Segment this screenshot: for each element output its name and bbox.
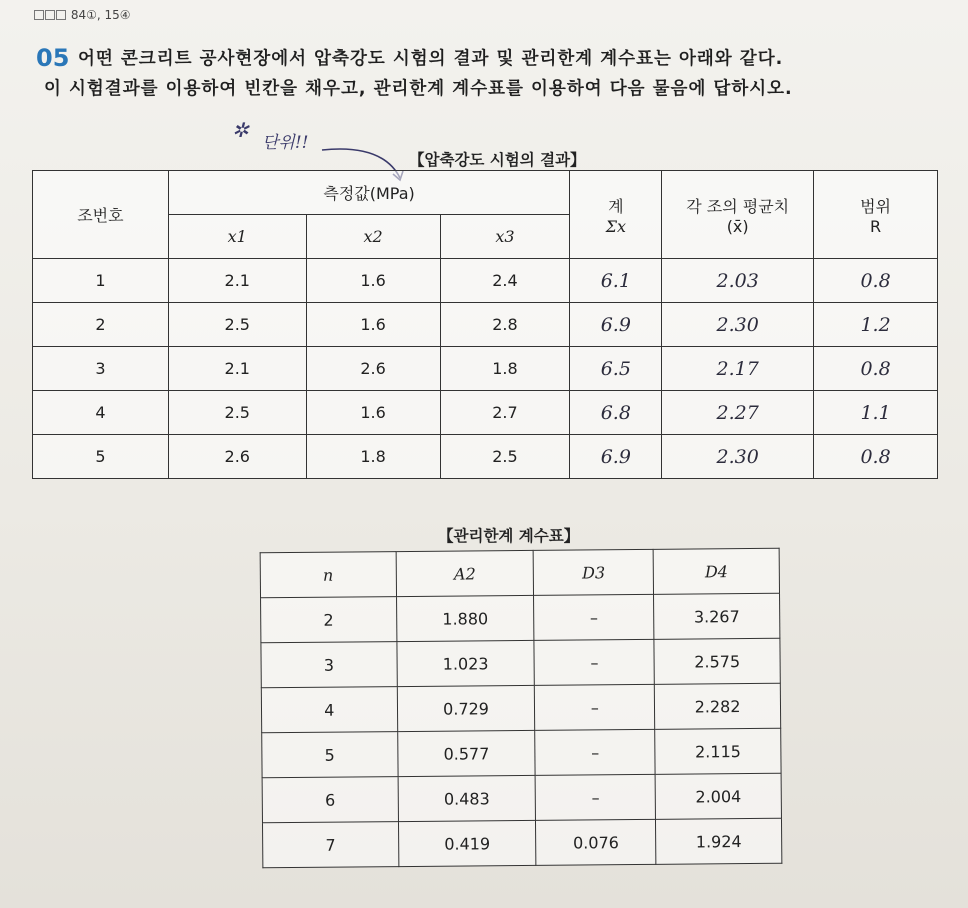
mean-header bbox=[662, 171, 814, 259]
sum-symbol: Σx bbox=[605, 216, 626, 236]
checkbox-icon bbox=[34, 10, 44, 20]
x3-cell: 2.5 bbox=[440, 435, 570, 479]
range-label: 범위 bbox=[860, 196, 891, 216]
x1-cell: 2.6 bbox=[168, 435, 306, 479]
d4-cell: 2.282 bbox=[655, 683, 781, 729]
x1-header: x1 bbox=[168, 215, 306, 259]
x1-cell: 2.5 bbox=[168, 391, 306, 435]
mean-symbol: (x̄) bbox=[726, 216, 749, 236]
mean-label: 각 조의 평균치 bbox=[686, 196, 790, 216]
sum-header bbox=[570, 171, 662, 259]
checkbox-icon bbox=[56, 10, 66, 20]
range-header bbox=[814, 171, 938, 259]
sum-cell: 6.9 bbox=[570, 303, 662, 347]
mean-cell: 2.30 bbox=[662, 303, 814, 347]
table-row bbox=[261, 593, 780, 643]
x1-cell: 2.1 bbox=[168, 347, 306, 391]
mean-cell: 2.03 bbox=[662, 259, 814, 303]
d3-cell: – bbox=[535, 774, 655, 820]
d3-cell: – bbox=[534, 594, 654, 640]
n-cell: 5 bbox=[262, 732, 398, 778]
reference-text: 84①, 15④ bbox=[70, 8, 131, 22]
x3-header: x3 bbox=[440, 215, 570, 259]
table-row bbox=[33, 259, 938, 303]
d3-cell: – bbox=[535, 684, 655, 730]
n-cell: 6 bbox=[262, 777, 398, 823]
x3-cell: 2.4 bbox=[440, 259, 570, 303]
table-row bbox=[261, 683, 780, 733]
a2-cell: 0.577 bbox=[397, 730, 535, 776]
sum-cell: 6.8 bbox=[570, 391, 662, 435]
question-number: 05 bbox=[36, 44, 70, 72]
x1-cell: 2.5 bbox=[168, 303, 306, 347]
d4-cell: 2.004 bbox=[655, 773, 781, 819]
d4-cell: 3.267 bbox=[654, 593, 780, 639]
range-cell: 1.2 bbox=[814, 303, 938, 347]
mean-cell: 2.30 bbox=[662, 435, 814, 479]
question-text-line2: 이 시험결과를 이용하여 빈칸을 채우고, 관리한계 계수표를 이용하여 다음 물음에 답하시오. bbox=[44, 79, 793, 99]
group-number-cell: 5 bbox=[33, 435, 169, 479]
checkbox-icon bbox=[45, 10, 55, 20]
range-symbol: R bbox=[869, 216, 882, 236]
sum-label: 계 bbox=[608, 196, 624, 216]
d4-cell: 2.115 bbox=[655, 728, 781, 774]
table-row bbox=[33, 303, 938, 347]
measurement-header: 측정값(MPa) bbox=[168, 171, 570, 215]
x2-cell: 1.6 bbox=[306, 391, 440, 435]
question-text-line1: 어떤 콘크리트 공사현장에서 압축강도 시험의 결과 및 관리한계 계수표는 아래와 같다. bbox=[78, 49, 784, 69]
table-row bbox=[33, 435, 938, 479]
x2-cell: 1.8 bbox=[306, 435, 440, 479]
a2-cell: 0.729 bbox=[397, 685, 535, 731]
handwritten-note: 단위!! bbox=[262, 133, 309, 153]
sum-cell: 6.5 bbox=[570, 347, 662, 391]
d3-cell: – bbox=[535, 729, 655, 775]
group-number-header: 조번호 bbox=[33, 171, 169, 259]
sum-cell: 6.9 bbox=[570, 435, 662, 479]
d3-cell: – bbox=[534, 639, 654, 685]
group-number-cell: 2 bbox=[33, 303, 169, 347]
x3-cell: 1.8 bbox=[440, 347, 570, 391]
table-header-row bbox=[260, 548, 779, 598]
n-header: n bbox=[260, 552, 396, 598]
d3-header: D3 bbox=[534, 549, 654, 595]
coefficient-table bbox=[260, 548, 783, 869]
group-number-cell: 3 bbox=[33, 347, 169, 391]
range-cell: 0.8 bbox=[814, 259, 938, 303]
x2-header: x2 bbox=[306, 215, 440, 259]
star-icon: ✲ bbox=[232, 118, 249, 142]
n-cell: 7 bbox=[262, 822, 398, 868]
a2-cell: 0.419 bbox=[398, 820, 536, 866]
mean-cell: 2.17 bbox=[662, 347, 814, 391]
n-cell: 3 bbox=[261, 642, 397, 688]
results-table-caption: 【압축강도 시험의 결과】 bbox=[409, 151, 586, 169]
d4-cell: 1.924 bbox=[656, 818, 782, 864]
sum-cell: 6.1 bbox=[570, 259, 662, 303]
table-row bbox=[33, 391, 938, 435]
results-table bbox=[32, 170, 938, 479]
reference-label bbox=[34, 8, 131, 22]
table-row bbox=[262, 728, 781, 778]
x2-cell: 2.6 bbox=[306, 347, 440, 391]
table-row bbox=[261, 638, 780, 688]
range-cell: 1.1 bbox=[814, 391, 938, 435]
coef-table-caption: 【관리한계 계수표】 bbox=[438, 527, 580, 545]
x2-cell: 1.6 bbox=[306, 303, 440, 347]
a2-cell: 0.483 bbox=[398, 775, 536, 821]
a2-cell: 1.880 bbox=[396, 595, 534, 641]
d3-cell: 0.076 bbox=[536, 819, 656, 865]
table-row bbox=[262, 773, 781, 823]
range-cell: 0.8 bbox=[814, 347, 938, 391]
d4-header: D4 bbox=[653, 548, 779, 594]
mean-cell: 2.27 bbox=[662, 391, 814, 435]
d4-cell: 2.575 bbox=[654, 638, 780, 684]
a2-header: A2 bbox=[396, 550, 534, 596]
x3-cell: 2.8 bbox=[440, 303, 570, 347]
a2-cell: 1.023 bbox=[397, 640, 535, 686]
group-number-cell: 4 bbox=[33, 391, 169, 435]
x2-cell: 1.6 bbox=[306, 259, 440, 303]
x3-cell: 2.7 bbox=[440, 391, 570, 435]
range-cell: 0.8 bbox=[814, 435, 938, 479]
group-number-cell: 1 bbox=[33, 259, 169, 303]
n-cell: 2 bbox=[261, 597, 397, 643]
x1-cell: 2.1 bbox=[168, 259, 306, 303]
table-header-row bbox=[33, 171, 938, 215]
n-cell: 4 bbox=[261, 687, 397, 733]
table-row bbox=[33, 347, 938, 391]
table-row bbox=[262, 818, 781, 868]
